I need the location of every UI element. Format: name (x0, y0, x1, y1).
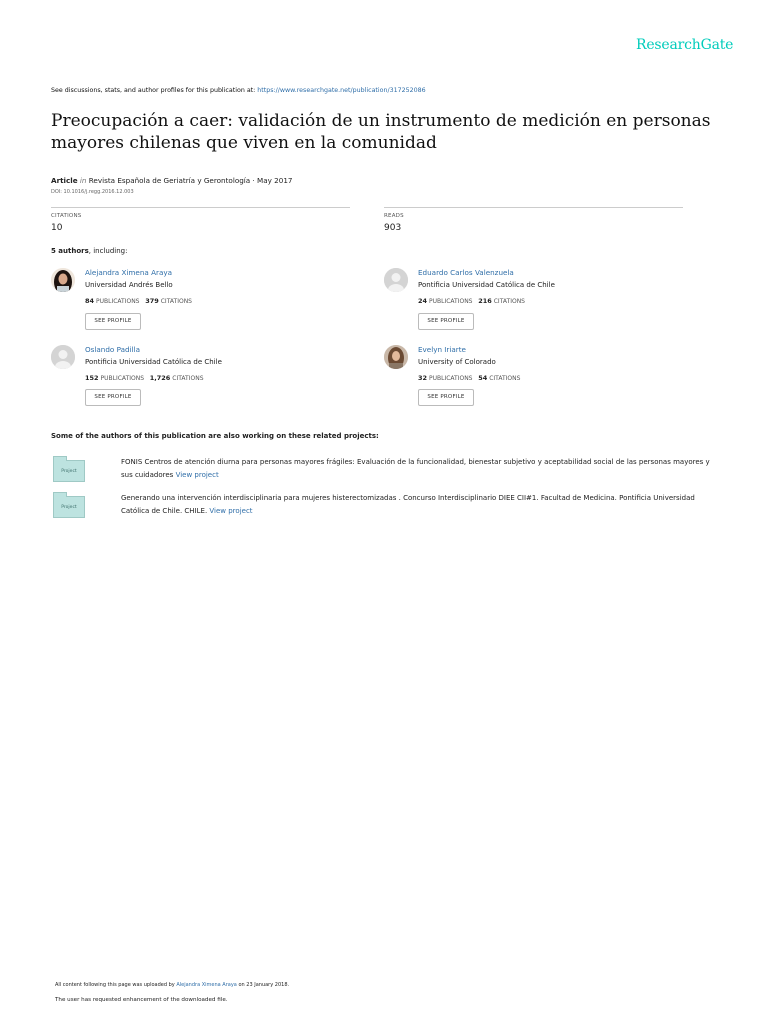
reads-divider (384, 207, 683, 208)
default-avatar-icon (384, 268, 408, 292)
enhancement-note: The user has requested enhancement of the downloaded file. (55, 997, 228, 1003)
publication-meta (51, 176, 292, 185)
authors-heading-suffix: , including: (88, 247, 128, 255)
author-stats (418, 297, 525, 305)
author-avatar[interactable] (51, 345, 75, 369)
project-icon-label: Project (61, 469, 77, 474)
citations-label: CITATIONS (489, 375, 521, 382)
project-folder-icon[interactable] (53, 460, 85, 482)
publication-url-link[interactable]: https://www.researchgate.net/publication/317252086 (257, 87, 426, 94)
author-avatar[interactable] (51, 268, 75, 292)
view-project-link[interactable]: View project (175, 471, 219, 479)
publications-label: PUBLICATIONS (428, 375, 473, 382)
citations-divider (51, 207, 350, 208)
citations-label: CITATIONS (160, 298, 192, 305)
reads-label: READS (384, 213, 404, 219)
publications-label: PUBLICATIONS (428, 298, 473, 305)
upload-note (55, 982, 289, 988)
citations-count: 1,726 (149, 374, 171, 382)
upload-prefix: All content following this page was uploaded by (55, 982, 177, 988)
author-name-link[interactable]: Evelyn Iriarte (418, 345, 466, 354)
author-photo-icon (384, 345, 408, 369)
meta-in: in (79, 176, 87, 185)
citations-label: CITATIONS (172, 375, 204, 382)
author-institution: Universidad Andrés Bello (85, 281, 173, 289)
authors-count: 5 authors (51, 247, 89, 255)
citations-label: CITATIONS (51, 213, 82, 219)
discussion-prefix: See discussions, stats, and author profiles for this publication at: (51, 87, 258, 94)
authors-heading (51, 247, 127, 255)
project-item (121, 456, 721, 482)
doi-text: DOI: 10.1016/j.regg.2016.12.003 (51, 189, 134, 195)
citations-value: 10 (51, 223, 63, 233)
see-profile-button[interactable]: SEE PROFILE (418, 313, 474, 330)
upload-suffix: on 23 January 2018. (236, 982, 290, 988)
see-profile-button[interactable]: SEE PROFILE (85, 389, 141, 406)
publications-count: 24 (418, 297, 428, 305)
citations-count: 54 (478, 374, 488, 382)
project-icon-label: Project (61, 505, 77, 510)
author-stats (85, 297, 192, 305)
project-description: Generando una intervención interdisciplinaria para mujeres histerectomizadas . Concurso Interdisciplinario DIEE CII#1. Facultad de Medicina. Pontificia Universidad Católica de Chile. CHILE. (121, 494, 695, 515)
journal-name: Revista Española de Geriatría y Gerontología · May 2017 (88, 176, 293, 185)
author-name-link[interactable]: Alejandra Ximena Araya (85, 268, 173, 277)
view-project-link[interactable]: View project (209, 507, 253, 515)
uploader-link[interactable]: Alejandra Ximena Araya (176, 982, 237, 988)
page-title: Preocupación a caer: validación de un instrumento de medición en personas mayores chilenas que viven en la comunidad (51, 111, 711, 153)
discussion-line (51, 87, 426, 94)
citations-count: 379 (145, 297, 159, 305)
researchgate-logo[interactable]: ResearchGate (636, 37, 734, 53)
author-name-link[interactable]: Eduardo Carlos Valenzuela (418, 268, 514, 277)
citations-label: CITATIONS (493, 298, 525, 305)
project-description: FONIS Centros de atención diurna para personas mayores frágiles: Evaluación de la funcionalidad, bienestar subjetivo y aceptabilidad social de las personas mayores y sus cuidadores (121, 458, 710, 479)
author-name-link[interactable]: Oslando Padilla (85, 345, 140, 354)
author-avatar[interactable] (384, 345, 408, 369)
publications-count: 84 (85, 297, 95, 305)
project-item (121, 492, 721, 518)
see-profile-button[interactable]: SEE PROFILE (85, 313, 141, 330)
see-profile-button[interactable]: SEE PROFILE (418, 389, 474, 406)
default-avatar-icon (51, 345, 75, 369)
article-type: Article (51, 176, 78, 185)
citations-count: 216 (478, 297, 492, 305)
author-avatar[interactable] (384, 268, 408, 292)
publications-count: 152 (85, 374, 99, 382)
author-stats (85, 374, 204, 382)
publications-label: PUBLICATIONS (95, 298, 140, 305)
reads-value: 903 (384, 223, 402, 233)
author-institution: Pontificia Universidad Católica de Chile (85, 358, 222, 366)
author-photo-icon (51, 268, 75, 292)
author-stats (418, 374, 520, 382)
author-institution: University of Colorado (418, 358, 496, 366)
author-institution: Pontificia Universidad Católica de Chile (418, 281, 555, 289)
publications-count: 32 (418, 374, 428, 382)
related-projects-heading: Some of the authors of this publication are also working on these related projects: (51, 432, 379, 440)
publications-label: PUBLICATIONS (100, 375, 145, 382)
project-folder-icon[interactable] (53, 496, 85, 518)
